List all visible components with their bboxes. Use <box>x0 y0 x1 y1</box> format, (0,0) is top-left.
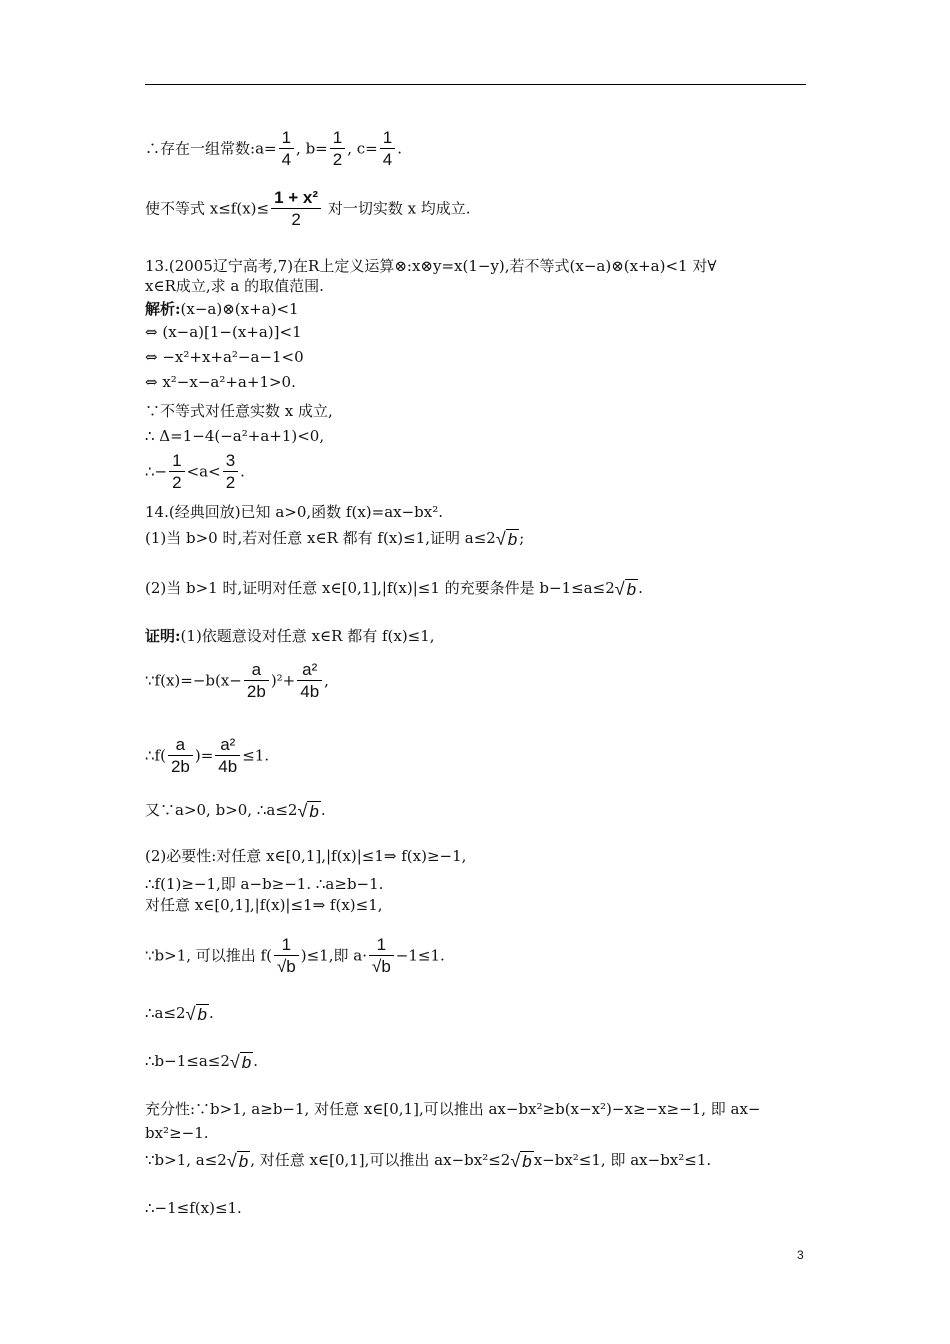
sqrt: √ b <box>185 1003 207 1024</box>
text: ⇔ x²−x−a²+a+1>0. <box>145 373 296 391</box>
text: (1)依题意设对任意 x∈R 都有 f(x)≤1, <box>180 627 435 645</box>
conclusion-line-3 <box>145 1051 258 1073</box>
text: ∵不等式对任意实数 x 成立, <box>145 402 333 420</box>
text: 13.(2005辽宁高考,7)在R上定义运算⊗:x⊗y=x(1−y),若不等式(x−a)⊗(x+a)<1 对∀ <box>145 257 717 275</box>
text: ∴− <box>145 462 168 481</box>
fraction <box>369 935 394 978</box>
denominator: 2b <box>170 757 190 776</box>
deduce-line <box>145 935 445 978</box>
denominator: √b <box>371 957 391 976</box>
text: , <box>324 671 329 690</box>
numerator: a² <box>215 735 240 756</box>
text: ∵f(x)=−b(x− <box>145 671 242 690</box>
proof-label: 证明: <box>145 627 181 645</box>
upper-bound-line <box>145 895 383 915</box>
final-line <box>145 1198 242 1218</box>
fraction <box>279 128 294 171</box>
text: ; <box>519 529 525 547</box>
text: (2)必要性:对任意 x∈[0,1],|f(x)|≤1⇒ f(x)≥−1, <box>145 847 467 865</box>
numerator: a <box>244 660 269 681</box>
constants-line <box>145 128 402 171</box>
text: ∴存在一组常数: <box>145 139 256 158</box>
radicand: b <box>626 579 637 599</box>
analysis-label: 解析: <box>145 300 181 318</box>
fraction <box>297 660 322 703</box>
fraction <box>274 935 299 978</box>
numerator: 1 <box>330 128 345 149</box>
numerator: 1 <box>274 935 299 956</box>
denominator: 2 <box>291 210 301 229</box>
text: (1)当 b>0 时,若对任意 x∈R 都有 f(x)≤1,证明 a≤2 <box>145 529 496 547</box>
text: <a< <box>186 462 221 481</box>
denominator: 4b <box>218 757 238 776</box>
text: 对一切实数 x 均成立. <box>323 199 471 218</box>
text: (x−a)⊗(x+a)<1 <box>180 300 299 318</box>
text: . <box>638 579 643 597</box>
text: −1≤1. <box>395 946 445 965</box>
numerator: 3 <box>223 451 238 472</box>
denominator: 4 <box>382 150 393 169</box>
text: ∴ Δ=1−4(−a²+a+1)<0, <box>145 427 325 445</box>
completing-square-line <box>145 660 329 703</box>
radicand: b <box>197 1004 207 1024</box>
fraction <box>271 188 321 231</box>
fraction <box>330 128 345 171</box>
text: , c= <box>347 139 378 158</box>
radicand: b <box>241 1052 252 1072</box>
sqrt: √ b <box>510 1150 532 1171</box>
necessity-line <box>145 846 466 866</box>
header-rule <box>145 84 806 85</box>
fraction <box>380 128 395 171</box>
radicand: b <box>238 1151 249 1171</box>
numerator: 1 + x² <box>271 188 321 209</box>
text: (2)当 b>1 时,证明对任意 x∈[0,1],|f(x)|≤1 的充要条件是 b−1≤a≤2 <box>145 579 615 597</box>
sufficiency-line-3 <box>145 1150 711 1172</box>
radicand: b <box>507 529 518 549</box>
radicand: b <box>309 801 319 821</box>
page-number: 3 <box>797 1248 804 1262</box>
fraction <box>223 451 238 494</box>
denominator: 2 <box>225 473 236 492</box>
max-value-line <box>145 735 269 778</box>
text: . <box>240 462 245 481</box>
numerator: 1 <box>369 935 394 956</box>
problem-14-part1 <box>145 528 524 550</box>
denominator: 2 <box>172 473 182 492</box>
numerator: 1 <box>279 128 294 149</box>
text: . <box>208 1004 214 1022</box>
fraction <box>244 660 269 703</box>
text: . <box>320 801 326 819</box>
sqrt: √ b <box>614 578 637 599</box>
text: ∴b−1≤a≤2 <box>145 1052 230 1070</box>
denominator: √b <box>276 957 296 976</box>
text: . <box>253 1052 259 1070</box>
sqrt: √ b <box>229 1051 252 1072</box>
conclusion-line-1 <box>145 800 326 822</box>
text: 充分性:∵b>1, a≥b−1, 对任意 x∈[0,1],可以推出 ax−bx²≥b(x−x²)−x≥−x≥−1, 即 ax− <box>145 1100 761 1118</box>
sufficiency-line-1 <box>145 1099 761 1119</box>
text: )²+ <box>270 671 296 690</box>
fraction <box>169 451 184 494</box>
text: )≤1,即 a· <box>300 946 367 965</box>
text: x−bx²≤1, 即 ax−bx²≤1. <box>533 1151 712 1169</box>
text: 14.(经典回放)已知 a>0,函数 f(x)=ax−bx². <box>145 503 444 521</box>
text: ∵b>1, 可以推出 f( <box>145 946 272 965</box>
numerator: a <box>168 735 193 756</box>
problem-14-part2 <box>145 578 643 600</box>
because-line <box>145 401 333 421</box>
text: bx²≥−1. <box>145 1124 209 1142</box>
text: a= <box>255 139 277 158</box>
equiv-line-3 <box>145 372 296 392</box>
conclusion-line-2 <box>145 1003 214 1025</box>
text: , b= <box>296 139 328 158</box>
text: 又∵a>0, b>0, ∴a≤2 <box>145 801 298 819</box>
problem-14-line <box>145 502 443 522</box>
text: 使不等式 x≤f(x)≤ <box>145 199 270 218</box>
denominator: 2 <box>332 150 343 169</box>
text: ∴f(1)≥−1,即 a−b≥−1. ∴a≥b−1. <box>145 875 384 893</box>
numerator: 1 <box>169 451 184 472</box>
problem-13-line2 <box>145 276 324 296</box>
numerator: 1 <box>380 128 395 149</box>
denominator: 4b <box>300 682 320 701</box>
proof-line <box>145 626 435 646</box>
f1-line <box>145 874 383 894</box>
text: ≤1. <box>242 746 270 765</box>
text: ∴−1≤f(x)≤1. <box>145 1199 242 1217</box>
equiv-line-1 <box>145 322 302 342</box>
discriminant-line <box>145 426 324 446</box>
text: , 对任意 x∈[0,1],可以推出 ax−bx²≤2 <box>250 1151 511 1169</box>
text: )= <box>194 746 214 765</box>
denominator: 4 <box>281 150 292 169</box>
analysis-line <box>145 299 299 319</box>
sqrt: √ b <box>297 800 319 821</box>
text: ⇔ (x−a)[1−(x+a)]<1 <box>145 323 302 341</box>
radicand: b <box>522 1151 532 1171</box>
fraction <box>168 735 193 778</box>
inequality-line <box>145 188 471 231</box>
problem-13-line1 <box>145 256 716 276</box>
sufficiency-line-2 <box>145 1123 209 1143</box>
text: ⇔ −x²+x+a²−a−1<0 <box>145 348 304 366</box>
equiv-line-2 <box>145 347 304 367</box>
text: . <box>397 139 402 158</box>
text: ∴f( <box>145 746 166 765</box>
numerator: a² <box>297 660 322 681</box>
range-line <box>145 451 245 494</box>
text: x∈R成立,求 a 的取值范围. <box>145 277 324 295</box>
sqrt: √ b <box>226 1150 249 1171</box>
text: ∵b>1, a≤2 <box>145 1151 227 1169</box>
text: 对任意 x∈[0,1],|f(x)|≤1⇒ f(x)≤1, <box>145 896 383 914</box>
text: ∴a≤2 <box>145 1004 186 1022</box>
fraction <box>215 735 240 778</box>
sqrt: √ b <box>495 528 518 549</box>
denominator: 2b <box>246 682 266 701</box>
